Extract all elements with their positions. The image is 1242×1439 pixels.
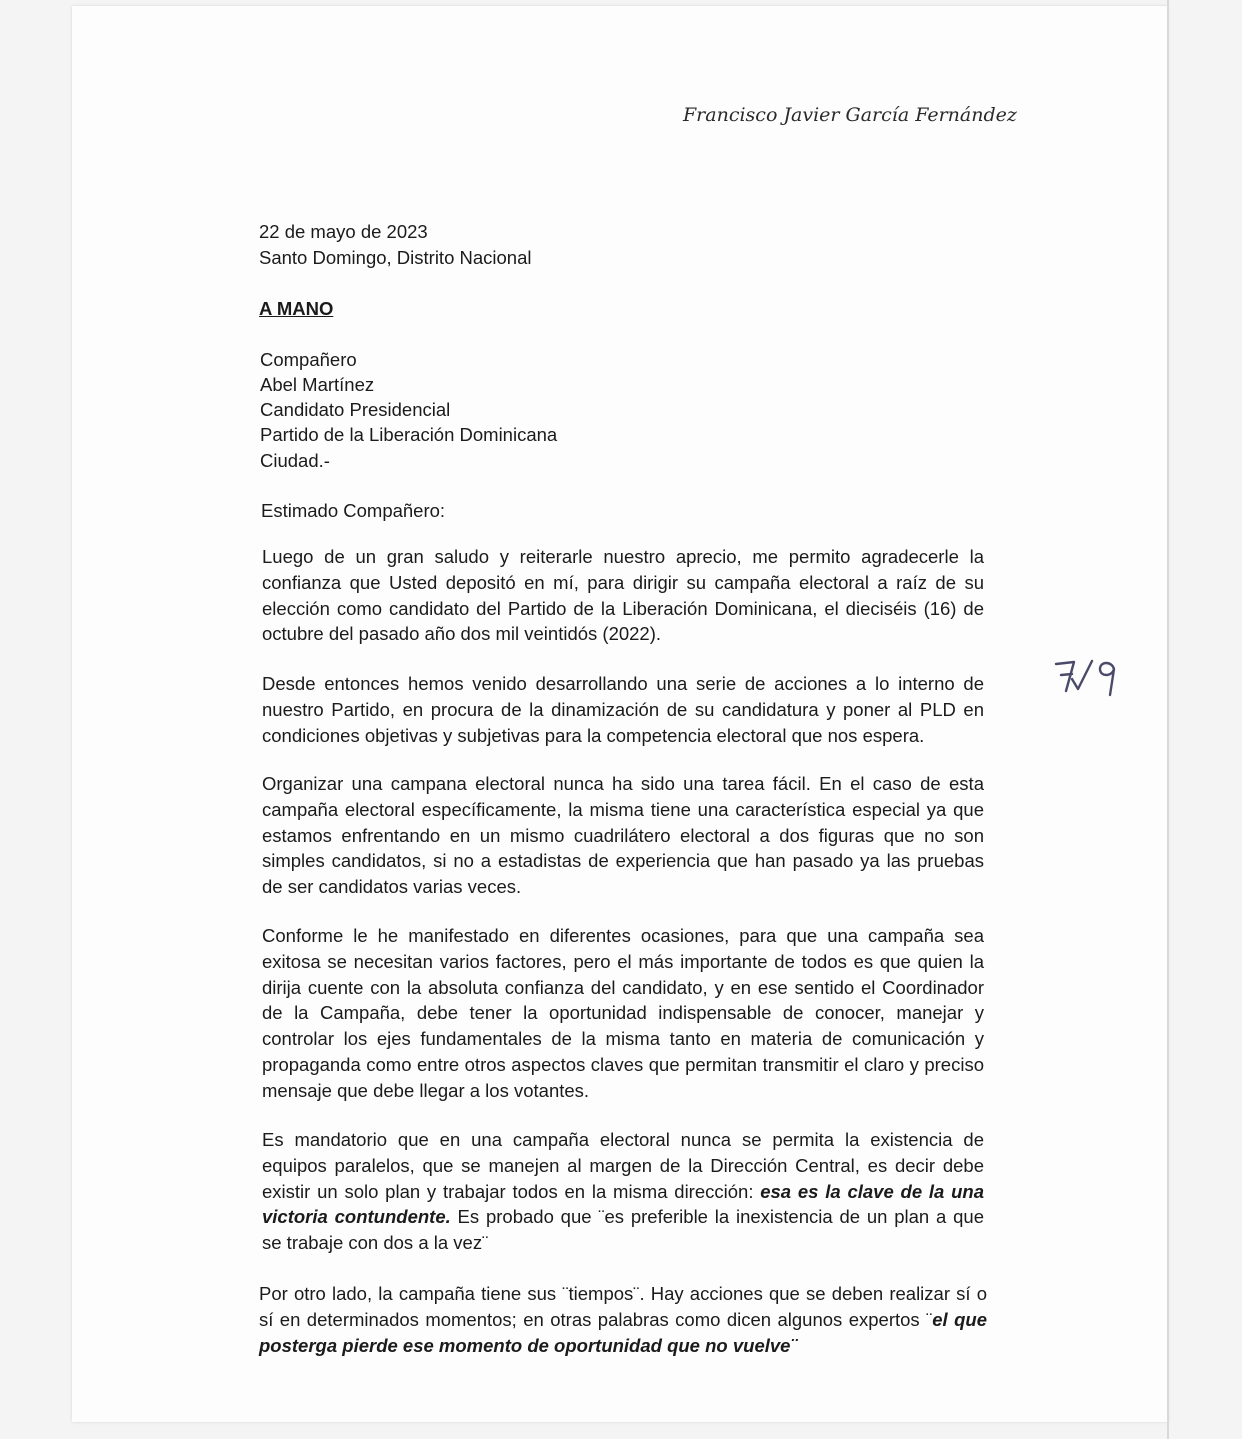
paragraph-5-quote: Es probado que ¨es preferible la inexistencia de un plan a que se trabaje con dos a la vez¨ bbox=[262, 1206, 984, 1254]
paragraph-5-text: Es mandatorio que en una campaña electoral nunca se permita la existencia de equipos paralelos, que se manejen al margen de la Dirección Central, es decir debe existir un solo plan y trabajar todos en la misma dirección: bbox=[262, 1129, 984, 1202]
recipient-name: Abel Martínez bbox=[260, 374, 375, 395]
letter-date: 22 de mayo de 2023 bbox=[259, 221, 428, 242]
paragraph-5-emphasis: esa es la clave de la una victoria contundente. bbox=[262, 1180, 984, 1228]
greeting: Estimado Compañero: bbox=[261, 500, 446, 521]
paragraph-2: Desde entonces hemos venido desarrollando una serie de acciones a lo interno de nuestro Partido, en procura de la dinamización de su candidatura y poner al PLD en condiciones objetivas y subjetivas para la competencia electoral que nos espera. bbox=[262, 673, 984, 746]
letterhead-name: Francisco Javier García Fernández bbox=[683, 104, 1017, 126]
paragraph-3: Organizar una campana electoral nunca ha sido una tarea fácil. En el caso de esta campaña electoral específicamente, la misma tiene una característica especial ya que estamos enfrentando en un mismo cuadrilátero electoral a dos figuras que no son simples candidatos, si no a estadistas de experiencia que han pasado ya las pruebas de ser candidatos varias veces. bbox=[262, 773, 984, 898]
paragraph-1: Luego de un gran saludo y reiterarle nuestro aprecio, me permito agradecerle la confianza que Usted depositó en mí, para dirigir su campaña electoral a raíz de su elección como candidato del Partido de la Liberación Dominicana, el dieciséis (16) de octubre del pasado año dos mil veintidós (2022). bbox=[262, 546, 984, 645]
paragraph-6 bbox=[259, 1281, 987, 1358]
recipient-party: Partido de la Liberación Dominicana bbox=[260, 424, 558, 445]
recipient-position: Candidato Presidencial bbox=[260, 399, 451, 420]
recipient-title: Compañero bbox=[260, 349, 357, 370]
delivery-note: A MANO bbox=[259, 298, 334, 319]
paragraph-4: Conforme le he manifestado en diferentes ocasiones, para que una campaña sea exitosa se necesitan varios factores, pero el más importante de todos es que quien la dirija cuente con la absoluta confianza del candidato, y en ese sentido el Coordinador de la Campaña, debe tener la oportunidad indispensable de conocer, manejar y controlar los ejes fundamentales de la misma tanto en materia de comunicación y propaganda como entre otros aspectos claves que permitan transmitir el claro y preciso mensaje que debe llegar a los votantes. bbox=[262, 925, 984, 1101]
paragraph-6-text: Por otro lado, la campaña tiene sus ¨tiempos¨. Hay acciones que se deben realizar sí o sí en determinados momentos; en otras palabras como dicen algunos expertos ¨ bbox=[259, 1283, 987, 1330]
paragraph-6-emphasis: el que posterga pierde ese momento de oportunidad que no vuelve¨ bbox=[259, 1308, 987, 1356]
paragraph-5 bbox=[262, 1127, 984, 1256]
recipient-city: Ciudad.- bbox=[260, 450, 330, 471]
letter-place: Santo Domingo, Distrito Nacional bbox=[259, 247, 532, 268]
handwritten-initials bbox=[1052, 655, 1122, 699]
page-edge bbox=[1167, 0, 1169, 1439]
